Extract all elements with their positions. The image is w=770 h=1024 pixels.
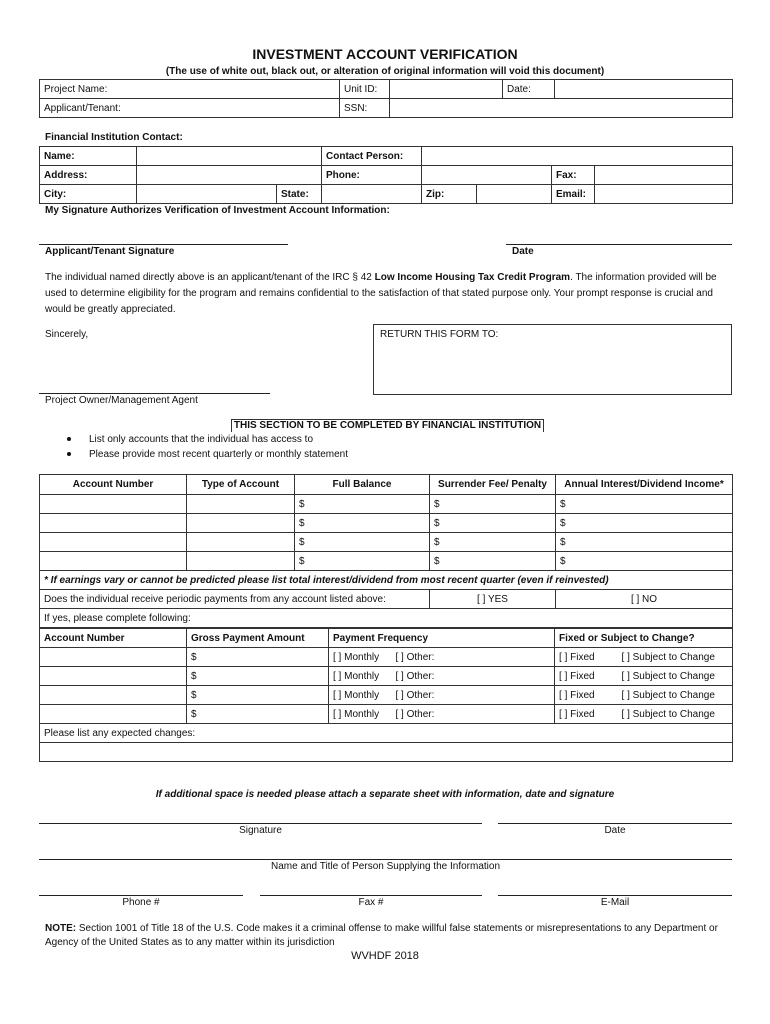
address-field[interactable] <box>137 166 322 185</box>
signature-date-caption: Date <box>512 246 534 257</box>
unit-id-label: Unit ID: <box>340 80 390 99</box>
account-number-cell[interactable] <box>40 686 187 705</box>
subject-to-change-checkbox[interactable]: [ ] Subject to Change <box>618 648 733 667</box>
table-row <box>40 533 733 552</box>
return-form-box[interactable] <box>373 324 732 395</box>
footer-form-id: WVHDF 2018 <box>351 950 419 962</box>
subject-to-change-checkbox[interactable]: [ ] Subject to Change <box>618 705 733 724</box>
fixed-checkbox[interactable]: [ ] Fixed <box>555 648 618 667</box>
col-gross-payment: Gross Payment Amount <box>187 629 329 648</box>
fee-cell[interactable]: $ <box>430 495 556 514</box>
fax-label: Fax: <box>552 166 595 185</box>
periodic-question: Does the individual receive periodic payments from any account listed above: <box>40 590 430 609</box>
authorization-text: My Signature Authorizes Verification of Investment Account Information: <box>45 205 390 216</box>
email-field[interactable] <box>595 185 733 204</box>
city-label: City: <box>40 185 137 204</box>
interest-cell[interactable]: $ <box>556 552 733 571</box>
return-form-label: RETURN THIS FORM TO: <box>380 329 499 340</box>
table-row <box>40 552 733 571</box>
col-account-number: Account Number <box>40 629 187 648</box>
contact-person-label: Contact Person: <box>322 147 422 166</box>
account-number-cell[interactable] <box>40 533 187 552</box>
zip-label: Zip: <box>422 185 477 204</box>
monthly-checkbox[interactable]: [ ] Monthly <box>329 667 392 686</box>
other-checkbox[interactable]: [ ] Other: <box>392 648 555 667</box>
applicant-label: Applicant/Tenant: <box>40 99 340 118</box>
name-label: Name: <box>40 147 137 166</box>
earnings-footnote: * If earnings vary or cannot be predicted please list total interest/dividend from most recent quarter (even if reinvested) <box>40 571 733 590</box>
page-title: INVESTMENT ACCOUNT VERIFICATION <box>252 46 518 62</box>
email-label: Email: <box>552 185 595 204</box>
col-full-balance: Full Balance <box>295 475 430 495</box>
fi-bullet-2 <box>67 449 348 460</box>
other-checkbox[interactable]: [ ] Other: <box>392 686 555 705</box>
gross-payment-cell[interactable]: $ <box>187 686 329 705</box>
fi-section-heading: THIS SECTION TO BE COMPLETED BY FINANCIAL INSTITUTION <box>231 419 544 432</box>
other-checkbox[interactable]: [ ] Other: <box>392 705 555 724</box>
balance-cell[interactable]: $ <box>295 514 430 533</box>
fixed-checkbox[interactable]: [ ] Fixed <box>555 705 618 724</box>
table-row <box>40 495 733 514</box>
gross-payment-cell[interactable]: $ <box>187 667 329 686</box>
account-number-cell[interactable] <box>40 705 187 724</box>
fi-bullet-1 <box>67 434 313 445</box>
zip-field[interactable] <box>477 185 552 204</box>
date-label: Date: <box>503 80 555 99</box>
paragraph-part1: The individual named directly above is an applicant/tenant of the IRC § 42 <box>45 272 375 283</box>
project-name-label: Project Name: <box>40 80 340 99</box>
fee-cell[interactable]: $ <box>430 552 556 571</box>
account-type-cell[interactable] <box>187 552 295 571</box>
applicant-signature-line[interactable] <box>39 244 288 245</box>
gross-payment-cell[interactable]: $ <box>187 648 329 667</box>
unit-id-field[interactable] <box>390 80 503 99</box>
signature-line[interactable] <box>39 823 482 824</box>
table-row <box>40 667 733 686</box>
phone-field[interactable] <box>422 166 552 185</box>
account-number-cell[interactable] <box>40 667 187 686</box>
bullet-text: Please provide most recent quarterly or monthly statement <box>89 449 349 460</box>
table-row <box>40 514 733 533</box>
subject-to-change-checkbox[interactable]: [ ] Subject to Change <box>618 686 733 705</box>
account-number-cell[interactable] <box>40 552 187 571</box>
gross-payment-cell[interactable]: $ <box>187 705 329 724</box>
interest-cell[interactable]: $ <box>556 514 733 533</box>
date-line[interactable] <box>498 823 732 824</box>
name-title-caption: Name and Title of Person Supplying the Information <box>270 861 501 872</box>
expected-changes-label: Please list any expected changes: <box>40 724 733 743</box>
fax-field[interactable] <box>595 166 733 185</box>
balance-cell[interactable]: $ <box>295 533 430 552</box>
paragraph-part2: . The information provided will be used to determine eligibility for the program and remains confidential to the satisfaction of that stated purpose only. Your prompt response is crucial and would be greatly appreciated. <box>45 272 717 315</box>
account-type-cell[interactable] <box>187 514 295 533</box>
applicant-signature-caption: Applicant/Tenant Signature <box>45 246 175 257</box>
name-title-line[interactable] <box>39 859 732 860</box>
program-paragraph <box>45 270 725 318</box>
fixed-checkbox[interactable]: [ ] Fixed <box>555 686 618 705</box>
city-field[interactable] <box>137 185 277 204</box>
state-field[interactable] <box>322 185 422 204</box>
balance-cell[interactable]: $ <box>295 552 430 571</box>
contact-person-field[interactable] <box>422 147 733 166</box>
monthly-checkbox[interactable]: [ ] Monthly <box>329 648 392 667</box>
ssn-label: SSN: <box>340 99 390 118</box>
interest-cell[interactable]: $ <box>556 533 733 552</box>
monthly-checkbox[interactable]: [ ] Monthly <box>329 686 392 705</box>
date-caption: Date <box>604 825 626 836</box>
col-surrender-fee: Surrender Fee/ Penalty <box>430 475 556 495</box>
no-checkbox[interactable]: [ ] NO <box>556 590 733 609</box>
bullet-icon <box>67 452 71 456</box>
fax-line[interactable] <box>260 895 482 896</box>
header-table <box>39 79 733 118</box>
date-field[interactable] <box>555 80 733 99</box>
name-field[interactable] <box>137 147 322 166</box>
email-caption: E-Mail <box>600 897 630 908</box>
phone-caption: Phone # <box>122 897 160 908</box>
fee-cell[interactable]: $ <box>430 533 556 552</box>
col-account-number: Account Number <box>40 475 187 495</box>
monthly-checkbox[interactable]: [ ] Monthly <box>329 705 392 724</box>
fixed-checkbox[interactable]: [ ] Fixed <box>555 667 618 686</box>
interest-cell[interactable]: $ <box>556 495 733 514</box>
page-subtitle: (The use of white out, black out, or alteration of original information will void this document) <box>165 66 605 77</box>
expected-changes-field[interactable] <box>40 743 733 762</box>
owner-agent-line[interactable] <box>39 393 270 394</box>
legal-note <box>45 922 725 950</box>
col-fixed-or-change: Fixed or Subject to Change? <box>555 629 733 648</box>
other-checkbox[interactable]: [ ] Other: <box>392 667 555 686</box>
account-type-cell[interactable] <box>187 533 295 552</box>
note-label: NOTE: <box>45 923 77 934</box>
table-row <box>40 648 733 667</box>
owner-agent-caption: Project Owner/Management Agent <box>45 395 198 406</box>
phone-label: Phone: <box>322 166 422 185</box>
table-row <box>40 686 733 705</box>
additional-space-note: If additional space is needed please attach a separate sheet with information, date and signature <box>155 789 615 800</box>
bullet-icon <box>67 437 71 441</box>
fee-cell[interactable]: $ <box>430 514 556 533</box>
account-number-cell[interactable] <box>40 648 187 667</box>
payments-table <box>39 628 733 762</box>
program-name: Low Income Housing Tax Credit Program <box>374 272 571 283</box>
fi-contact-heading: Financial Institution Contact: <box>45 132 183 143</box>
balance-cell[interactable]: $ <box>295 495 430 514</box>
account-number-cell[interactable] <box>40 495 187 514</box>
table-row <box>40 705 733 724</box>
col-type-of-account: Type of Account <box>187 475 295 495</box>
signature-caption: Signature <box>239 825 282 836</box>
col-annual-interest: Annual Interest/Dividend Income* <box>556 475 733 495</box>
signature-date-line[interactable] <box>506 244 732 245</box>
account-type-cell[interactable] <box>187 495 295 514</box>
if-yes-text: If yes, please complete following: <box>40 609 733 628</box>
note-text: Section 1001 of Title 18 of the U.S. Code makes it a criminal offense to make willful false statements or misrepresentations to any Department or Agency of the United States as to any matter within its jurisdiction <box>45 923 718 948</box>
fi-contact-table <box>39 146 733 204</box>
subject-to-change-checkbox[interactable]: [ ] Subject to Change <box>618 667 733 686</box>
accounts-table <box>39 474 733 628</box>
account-number-cell[interactable] <box>40 514 187 533</box>
yes-checkbox[interactable]: [ ] YES <box>430 590 556 609</box>
ssn-field[interactable] <box>390 99 733 118</box>
address-label: Address: <box>40 166 137 185</box>
email-line[interactable] <box>498 895 732 896</box>
bullet-text: List only accounts that the individual has access to <box>89 434 314 445</box>
sincerely-text: Sincerely, <box>45 329 89 340</box>
fax-caption: Fax # <box>358 897 384 908</box>
phone-line[interactable] <box>39 895 243 896</box>
state-label: State: <box>277 185 322 204</box>
col-payment-frequency: Payment Frequency <box>329 629 555 648</box>
